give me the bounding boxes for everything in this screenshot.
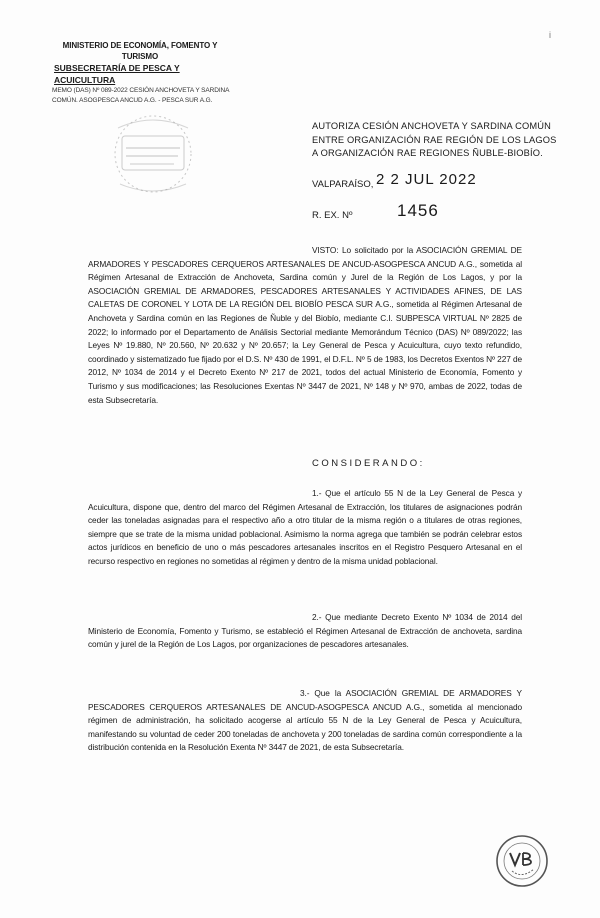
resolution-title: AUTORIZA CESIÓN ANCHOVETA Y SARDINA COMÚN ENTRE ORGANIZACIÓN RAE REGIÓN DE LOS LAGOS A ORGANIZACIÓN RAE REGIONES ÑUBLE-BIOBÍO.	[312, 121, 557, 158]
considerando-1-text: 1.- Que el artículo 55 N de la Ley General de Pesca y Acuicultura, dispone que, dentro del marco del Régimen Artesanal de Extracción, los titulares de asignaciones podrán ceder las toneladas asignadas para el respectivo año a otro titular de la misma región o a titulares de otras regiones, siempre que se trate de la misma unidad poblacional. Asimismo la norma agrega que también se podrán celebrar estos actos jurídicos en beneficio de uno o más pescadores artesanales inscritos en el Registro Pesquero Artesanal en el recurso respectivo en regiones no sometidas al régimen y dentro de la misma unidad poblacional.	[88, 488, 522, 566]
letterhead	[40, 40, 240, 106]
visto-paragraph	[88, 244, 522, 407]
considerando-3	[88, 687, 522, 755]
place-label: VALPARAÍSO,	[312, 179, 374, 190]
subsecretaria-name: SUBSECRETARÍA DE PESCA Y ACUICULTURA	[54, 63, 180, 85]
resolution-date: 2 2 JUL 2022	[376, 171, 477, 188]
received-stamp-icon	[108, 108, 198, 200]
visto-text: VISTO: Lo solicitado por la ASOCIACIÓN GREMIAL DE ARMADORES Y PESCADORES CERQUEROS ARTESANALES DE ANCUD-ASOGPESCA ANCUD A.G., sometida al Régimen Artesanal de Extracción de Anchoveta, Sardina común y Jurel de la Región de Los Lagos, y por la ASOCIACIÓN GREMIAL DE ARMADORES, PESCADORES ARTESANALES Y ACTIVIDADES AFINES, DE LAS CALETAS DE CORONEL Y LOTA DE LA REGIÓN DEL BIOBÍO PESCA SUR A.G., sometida al Régimen Artesanal de Anchoveta y Sardina común en las Regiones de Ñuble y del Biobío, mediante C.I. SUBPESCA VIRTUAL Nº 2825 de 2022; lo informado por el Departamento de Análisis Sectorial mediante Memorándum Técnico (DAS) Nº 089/2022; las Leyes Nº 19.880, Nº 20.560, Nº 20.632 y Nº 20.657; la Ley General de Pesca y Acuicultura, cuyo texto refundido, coordinado y sistematizado fue fijado por el D.S. Nº 430 de 1991, el D.F.L. Nº 5 de 1983, los Decretos Exentos Nº 227 de 2012, Nº 1034 de 2014 y el Decreto Exento Nº 217 de 2021, todos del actual Ministerio de Economía, Fomento y Turismo y sus modificaciones; las Resoluciones Exentas Nº 3447 de 2021, Nº 148 y Nº 970, ambas de 2022, todas de esta Subsecretaría.	[88, 245, 522, 405]
considerando-2	[88, 611, 522, 652]
memo-reference-1: MEMO (DAS) Nº 089-2022 CESIÓN ANCHOVETA Y SARDINA	[52, 87, 230, 94]
considerando-2-text: 2.- Que mediante Decreto Exento Nº 1034 de 2014 del Ministerio de Economía, Fomento y Turismo, se estableció el Régimen Artesanal de Extracción de anchoveta, sardina común y jurel de la Región de Los Lagos, por organizaciones de pescadores artesanales.	[88, 612, 522, 650]
ministry-line-2: TURISMO	[121, 52, 159, 61]
resolution-number-label: R. EX. Nº	[312, 210, 353, 221]
corner-mark: i	[549, 30, 551, 40]
resolution-number: 1456	[397, 201, 439, 220]
considerando-heading: CONSIDERANDO:	[312, 458, 425, 469]
considerando-3-text: 3.- Que la ASOCIACIÓN GREMIAL DE ARMADORES Y PESCADORES CERQUEROS ARTESANALES DE ANCUD-ASOGPESCA ANCUD A.G., sometida al mencionado régimen de administración, ha solicitado acogerse al artículo 55 N de la Ley General de Pesca y Acuicultura, manifestando su voluntad de ceder 200 toneladas de anchoveta y 200 toneladas de sardina común correspondiente a la distribución contenida en la Resolución Exenta Nº 3447 de 2021, de esta Subsecretaría.	[88, 688, 522, 753]
memo-reference-2: COMÚN. ASOGPESCA ANCUD A.G. - PESCA SUR A.G.	[52, 97, 213, 104]
visto-bueno-stamp-icon	[494, 833, 550, 889]
ministry-line-1: MINISTERIO DE ECONOMÍA, FOMENTO Y	[62, 41, 218, 50]
considerando-1	[88, 487, 522, 569]
